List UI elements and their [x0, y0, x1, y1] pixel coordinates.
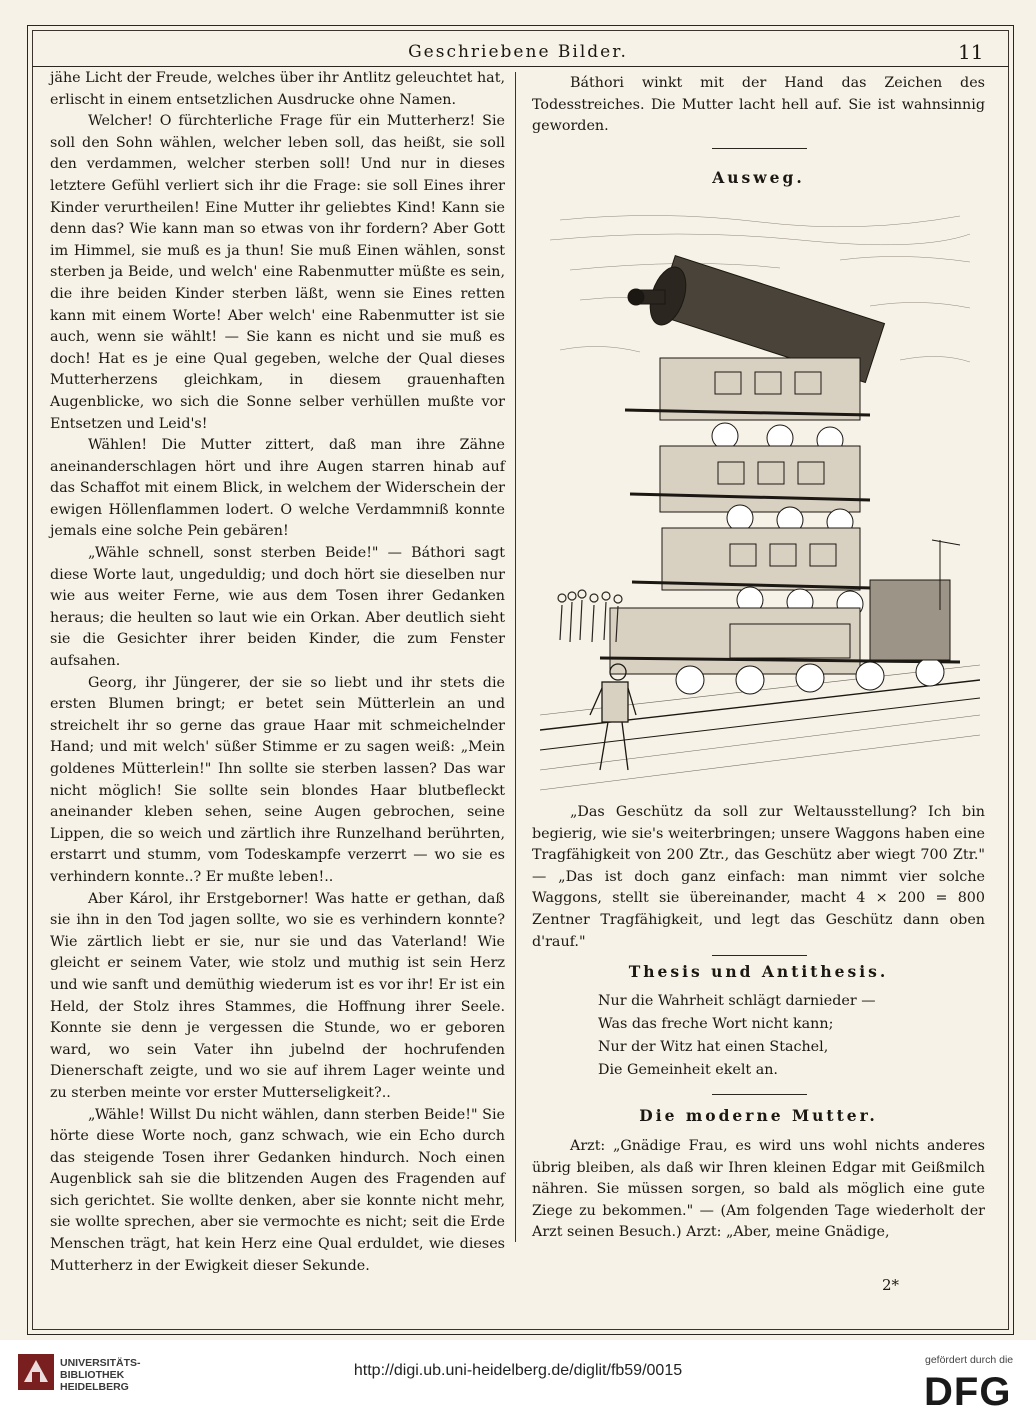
poem-line: Nur die Wahrheit schlägt darnieder —: [598, 993, 876, 1009]
section-rule: [712, 1094, 807, 1095]
running-title: Geschriebene Bilder.: [408, 42, 628, 62]
poem-line: Nur der Witz hat einen Stachel,: [598, 1039, 829, 1055]
footer-bar: [0, 1340, 1036, 1421]
paragraph: Arzt: „Gnädige Frau, es wird uns wohl nichts anderes übrig bleiben, als daß wir Ihren kleinen Edgar mit Geißmilch nähren. Sie müssen sorgen, so bald als möglich eine gute Ziege zu bekommen." — (Am folgenden Tage wiederholt der Arzt seinen Besuch.) Arzt: „Aber, meine Gnädige,: [532, 1138, 985, 1241]
paragraph: jähe Licht der Freude, welches über ihr Antlitz geleuchtet hat, erlischt in einem entsetzlichen Ausdrucke ohne Namen.: [50, 70, 505, 108]
illustration-caption: [532, 802, 985, 953]
left-column: [50, 68, 505, 1277]
story-continuation: [532, 73, 985, 138]
funding-note: gefördert durch die: [925, 1354, 1014, 1366]
section-rule: [712, 148, 807, 149]
paragraph: Báthori winkt mit der Hand das Zeichen des Todesstreiches. Die Mutter lacht hell auf. Sie ist wahnsinnig geworden.: [532, 75, 985, 135]
paragraph: Georg, ihr Jüngerer, der sie so liebt und ihr stets die ersten Blumen bringt; er betet sein Mütterlein an und streichelt ihr so gerne das graue Haar mit schmeichelnder Hand; und mit welch' süßer Stimme er zu sagen weiß: „Mein goldenes Mütterlein!" Ihn sollte sie sterben lassen? Das war nicht möglich! Sie sollte sein blondes Haar blutbefleckt aneinander kleben sehen, seine Augen gebrochen, seine Lippen, die so weich und zärtlich ihre Runzelhand berührten, erstarrt und stumm, vom Todeskampfe verzerrt — wo sie es verhindern konnte..? Er mußte leben!..: [50, 674, 505, 885]
paragraph: Aber Károl, ihr Erstgeborner! Was hatte er gethan, daß sie ihn in den Tod jagen sollte, wo sie es verhindern konnte? Wie zärtlich liebt er sie, nur sie und das Vaterland! Wie gleicht er seinem Vater, wie stolz und muthig ist sein Herz und wie sanft und demüthig wiederum ist es vor ihr! Er ist ein Held, der Stolz ihres Stammes, die Hoffnung ihrer Seele. Konnte sie denn je vergessen die Stunde, wo er geboren ward, wo sein Vater ihn jubelnd der hochrufenden Dienerschaft zeigte, und wo sie auf ihrem Lager weinte und zu sterben meinte vor erster Mutterseligkeit?..: [50, 890, 505, 1101]
poem-line: Die Gemeinheit ekelt an.: [598, 1062, 778, 1078]
moderne-mutter-text: [532, 1136, 985, 1244]
caption-text: „Das Geschütz da soll zur Weltausstellung? Ich bin begierig, wie sie's weiterbringen; unsere Waggons haben eine Tragfähigkeit von 200 Ztr., das Geschütz aber wiegt 700 Ztr." — „Das ist doch ganz einfach: man nimmt vier solche Waggons, stellt sie übereinander, macht 4 × 200 = 800 Zentner Tragfähigkeit, und legt das Geschütz dann oben d'rauf.": [532, 804, 985, 950]
poem-line: Was das freche Wort nicht kann;: [598, 1016, 834, 1032]
library-name: UNIVERSITÄTS- BIBLIOTHEK HEIDELBERG: [60, 1357, 141, 1393]
paragraph: Welcher! O fürchterliche Frage für ein Mutterherz! Sie soll den Sohn wählen, welcher leben soll, das heißt, sie soll den verdammen, welcher sterben soll! Und nur in dieses letztere Gefühl verliert sich ihr die Frage: sie soll Eines ihrer Kinder verurtheilen! Eine Mutter ihr geliebtes Kind! Kann sie denn das? Wie kann man so etwas von ihr fordern? Aber Gott im Himmel, sie muß es ja thun! Sie muß Einen wählen, sonst sterben ja Beide, und welch' eine Rabenmutter müßte es sein, die ihre beiden Kinder sterben läßt, wenn sie Eines retten kann mit einem Worte! Aber welch' eine Rabenmutter ist sie auch, wenn sie wählt! — Sie kann es nicht und sie muß es doch! Hat es je eine Qual gegeben, welche der Qual dieses Mutterherzens gleichkam, in diesem grauenhaften Augenblicke, wo sich die Sonne selber verhüllen mußte vor Entsetzen und Leid's!: [50, 113, 505, 432]
section-title-ausweg: Ausweg.: [712, 168, 805, 187]
section-title-thesis: Thesis und Antithesis.: [628, 962, 889, 981]
paragraph: „Wähle! Willst Du nicht wählen, dann sterben Beide!" Sie hörte diese Worte noch, ganz schwach, wie ein Echo durch das steigende Tosen ihrer Gedanken hindurch. Noch einen Augenblick sah sie die blitzenden Augen des Fragenden auf sich gerichtet. Sie wollte denken, aber sie konnte nicht mehr, sie wollte sprechen, aber sie vermochte es nicht; seit die Erde Menschen trägt, hat kein Herz eine Qual erduldet, wie dieses Mutterherz in der Ewigkeit dieser Sekunde.: [50, 1106, 505, 1274]
permalink-url[interactable]: http://digi.ub.uni-heidelberg.de/diglit/fb59/0015: [353, 1362, 683, 1379]
header-rule: [32, 66, 1009, 67]
section-title-mutter: Die moderne Mutter.: [639, 1106, 878, 1125]
illustration: [540, 210, 980, 800]
signature-mark: 2*: [882, 1276, 900, 1294]
dfg-logo: DFG: [924, 1370, 1012, 1414]
poem: [598, 990, 876, 1082]
paragraph: Wählen! Die Mutter zittert, daß man ihre Zähne aneinanderschlagen hört und ihre Augen starren hinab auf das Schaffot mit einem Blick, in welchem der Widerschein der ewigen Höllenflammen lodert. O welche Verdammniß konnte jemals eine solche Pein gebären!: [50, 437, 505, 540]
paragraph: „Wähle schnell, sonst sterben Beide!" — Báthori sagt diese Worte laut, ungeduldig; und doch hört sie dieselben nur wie aus weiter Ferne, wie aus dem Tosen ihrer Gedanken heraus; die heulten so laut wie ein Orkan. Aber deutlich sieht sie die Gesichter ihrer beiden Kinder, die zum Fenster aufsahen.: [50, 545, 505, 670]
cannon-wagons-icon: [540, 210, 980, 800]
column-divider: [515, 72, 516, 1242]
section-rule: [712, 955, 807, 956]
page-number: 11: [958, 40, 984, 64]
